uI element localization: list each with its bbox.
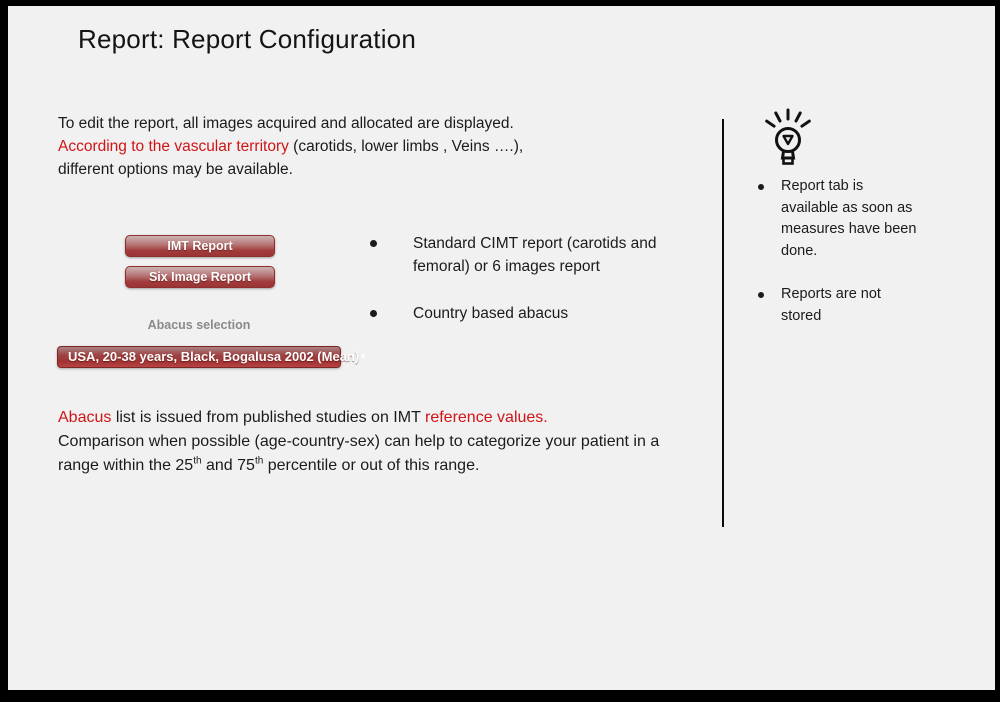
reference-values-red: reference values. [425,409,548,426]
abacus-dropdown[interactable] [57,346,368,368]
page-title: Report: Report Configuration [78,24,417,54]
superscript-th: th [254,455,264,467]
chevron-down-icon[interactable]: ▼ [359,352,368,361]
bullet-dot [370,240,377,247]
bullet-dot [758,184,764,190]
abacus-par-text: and 75 [201,457,255,474]
abacus-paragraph [58,406,672,478]
intro-line3: different options may be available. [58,161,293,178]
list-item [758,176,938,262]
slide [8,6,995,690]
list-item [370,232,680,278]
intro-line1: To edit the report, all images acquired and allocated are displayed. [58,115,514,132]
abacus-dropdown-value: USA, 20-38 years, Black, Bogalusa 2002 (Mean) [68,349,360,364]
list-item [370,302,680,325]
main-bullet-list [370,232,680,349]
bullet-text: Reports are not stored [781,286,881,324]
lightbulb-icon [758,102,816,168]
abacus-selection-label: Abacus selection [147,318,251,332]
superscript-th: th [193,455,202,467]
bullet-text: Report tab is available as soon as measures have been done. [781,178,917,259]
bullet-dot [758,292,764,298]
sidebar-bullet-list [758,176,938,349]
bullet-text: Standard CIMT report (carotids and femoral) or 6 images report [413,235,657,275]
list-item [758,284,938,327]
intro-after-red: (carotids, lower limbs , Veins ….), [288,138,524,155]
intro-paragraph [58,112,678,181]
vertical-divider [722,119,724,527]
bullet-text: Country based abacus [413,305,569,322]
six-image-report-button[interactable]: Six Image Report [125,266,275,288]
abacus-par-text: percentile or out of this range. [263,457,480,474]
bullet-dot [370,310,377,317]
abacus-red-word: Abacus [58,409,112,426]
intro-red-text: According to the vascular territory [58,138,289,155]
abacus-par-text: Comparison when possible (age-country-sex) can help to categorize your patient in a range within the 25 [58,433,660,474]
imt-report-button[interactable]: IMT Report [125,235,275,257]
abacus-par-text: list is issued from published studies on IMT [111,409,425,426]
